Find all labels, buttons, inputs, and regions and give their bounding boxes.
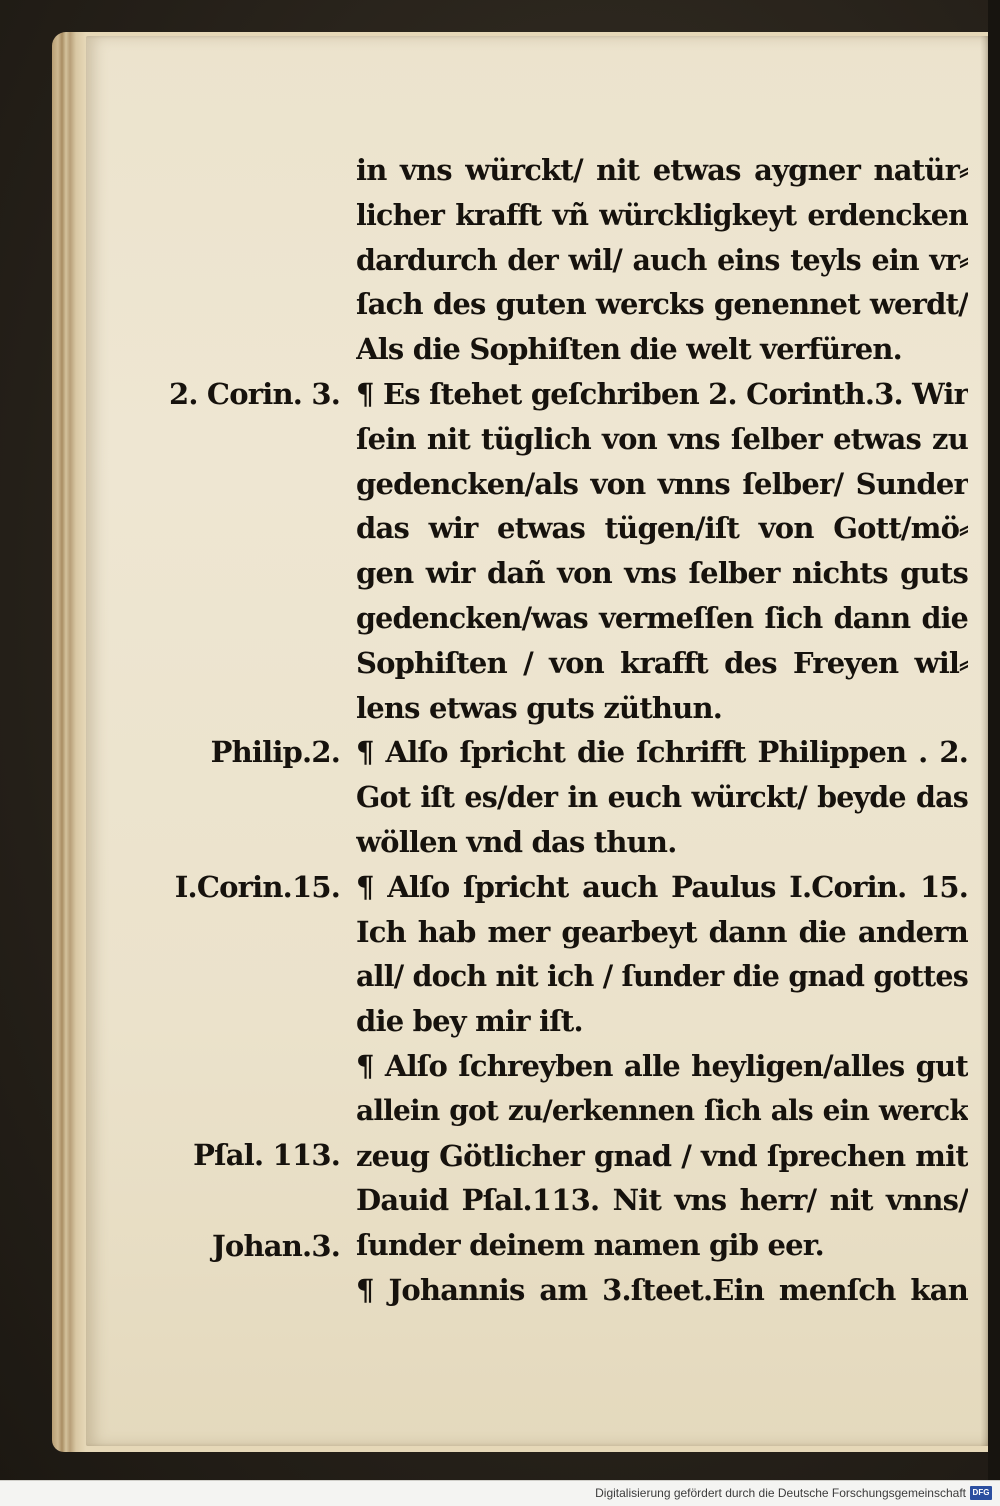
scan-edge-strip xyxy=(988,0,1000,1505)
text-line: ſach des guten wercks genennet werdt/ xyxy=(356,287,968,322)
text-line: ſein nit tüglich von vns ſelber etwas zu xyxy=(356,421,968,456)
text-line: all/ doch nit ich / ſunder die gnad gottes xyxy=(356,959,968,994)
main-text-block xyxy=(356,148,968,1313)
text-line: ¶ Alſo ſpricht auch Paulus I.Corin. 15. xyxy=(356,869,968,904)
margin-note: Johan.3. xyxy=(212,1229,340,1263)
text-line: ¶ Johannis am 3.ſteet.Ein menſch kan xyxy=(356,1272,968,1307)
dfg-logo-icon: DFG xyxy=(970,1486,992,1500)
margin-note: Philip.2. xyxy=(210,735,340,769)
text-line: Dauid Pſal.113. Nit vns herr/ nit vnns/ xyxy=(356,1183,968,1218)
text-line: Got iſt es/der in euch würckt/ beyde das xyxy=(356,780,968,815)
digitization-footer xyxy=(0,1480,1000,1506)
text-line: in vns würckt/ nit etwas aygner natür⸗ xyxy=(356,153,968,187)
text-line: dardurch der wil/ auch eins teyls ein vr⸗ xyxy=(356,242,968,277)
text-line: ¶ Alſo ſpricht die ſchrifft Philippen . 2. xyxy=(356,735,968,770)
text-line: ſunder deinem namen gib eer. xyxy=(356,1228,824,1263)
text-line: Ich hab mer gearbeyt dann die andern xyxy=(356,914,968,949)
text-line: zeug Götlicher gnad / vnd ſprechen mit xyxy=(356,1138,968,1173)
text-line: Sophiſten / von krafft des Freyen wil⸗ xyxy=(356,645,968,680)
margin-note: Pſal. 113. xyxy=(193,1138,340,1172)
margin-note: 2. Corin. 3. xyxy=(168,377,340,411)
text-line: ¶ Es ſtehet geſchriben 2. Corinth.3. Wir xyxy=(356,376,968,411)
text-line: gen wir dañ von vns ſelber nichts guts xyxy=(356,556,968,591)
text-line: die bey mir iſt. xyxy=(356,1004,583,1039)
text-line: licher krafft vñ würckligkeyt erdencken xyxy=(356,197,968,232)
text-line: ¶ Alſo ſchreyben alle heyligen/alles gut xyxy=(356,1048,968,1083)
text-line: das wir etwas tügen/iſt von Gott/mö⸗ xyxy=(356,511,968,546)
text-line: Als die Sophiſten die welt verfüren. xyxy=(356,332,902,367)
text-line: wöllen vnd das thun. xyxy=(356,824,677,859)
text-line: lens etwas guts züthun. xyxy=(356,690,723,725)
margin-note: I.Corin.15. xyxy=(174,870,340,904)
text-line: allein got zu/erkennen ſich als ein werck xyxy=(356,1093,968,1127)
text-line: gedencken/was vermeſſen ſich dann die xyxy=(356,600,968,635)
footer-credit: Digitalisierung gefördert durch die Deutsche Forschungsgemeinschaft xyxy=(595,1486,966,1500)
text-line: gedencken/als von vnns ſelber/ Sunder xyxy=(356,466,968,501)
